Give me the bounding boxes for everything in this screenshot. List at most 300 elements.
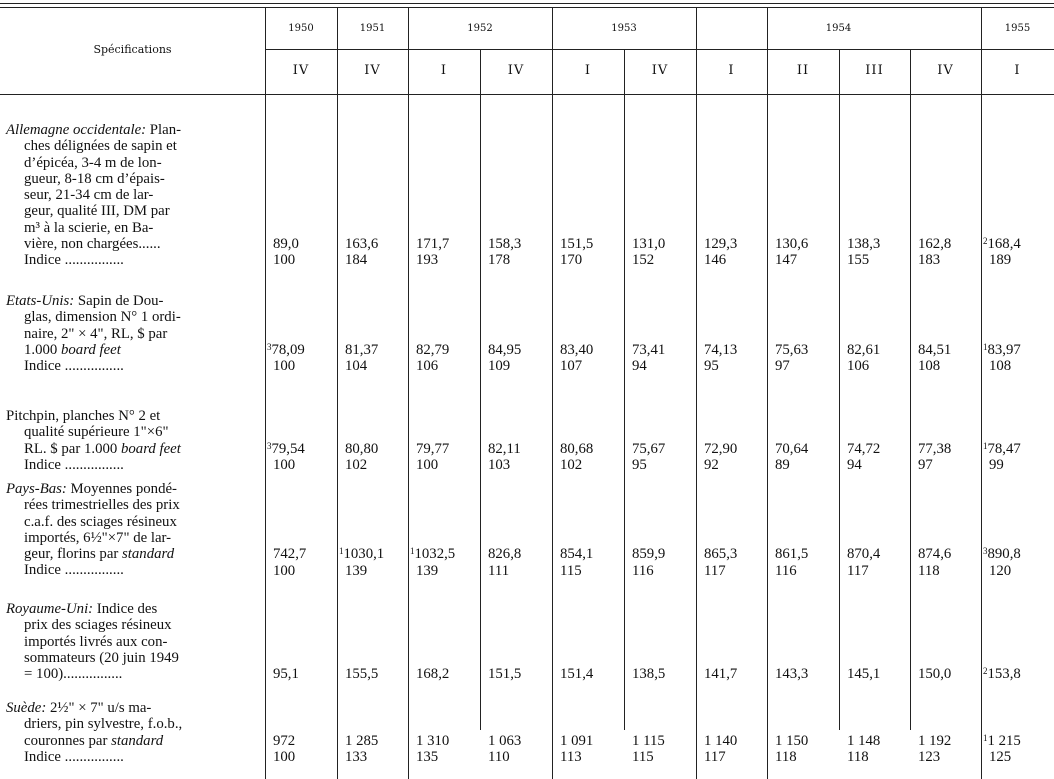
index-cell: 94: [632, 358, 647, 375]
spec-text: Indice ................: [24, 456, 124, 473]
header-bottom-rule: [0, 94, 1054, 95]
price-cell: [488, 236, 521, 252]
index-cell: 94: [847, 456, 862, 473]
index-cell: 108: [989, 358, 1012, 375]
price-cell: [273, 733, 295, 749]
price-value: 141,7: [704, 666, 738, 683]
spec-text: ches délignées de sapin et: [24, 138, 177, 155]
spec-italic: Pays-Bas:: [6, 481, 67, 497]
index-cell: 92: [704, 456, 719, 473]
spec-line: [6, 601, 248, 617]
price-cell: [775, 733, 808, 749]
spec-text: geur, florins par: [24, 546, 123, 563]
spec-italic: standard: [122, 546, 175, 563]
spec-text: RL. $ par 1.000: [24, 440, 121, 457]
spec-text: 1.000: [24, 341, 61, 358]
year-header: 1955: [1004, 23, 1031, 34]
row-specification: [6, 408, 248, 473]
price-value: 151,5: [488, 666, 522, 683]
price-cell: [983, 342, 1021, 358]
footnote-mark: 2: [983, 236, 988, 247]
price-value: 138,3: [847, 236, 881, 253]
index-cell: 178: [488, 252, 511, 269]
spec-italic: board feet: [121, 440, 181, 457]
index-cell: 133: [345, 748, 368, 765]
quarter-header: I: [440, 63, 448, 78]
footnote-mark: 1: [339, 546, 344, 557]
price-value: 1 150: [775, 732, 809, 749]
index-cell: 109: [488, 358, 511, 375]
index-cell: 97: [918, 456, 933, 473]
column-divider: [910, 49, 911, 730]
spec-line: [6, 220, 248, 236]
price-cell: [847, 546, 880, 562]
row-specification: [6, 601, 248, 682]
price-cell: [704, 342, 737, 358]
price-value: 83,40: [560, 341, 594, 358]
price-value: 1032,5: [414, 546, 456, 563]
price-value: 78,09: [271, 341, 305, 358]
price-cell: [632, 441, 665, 457]
footnote-mark: 2: [983, 666, 988, 677]
index-cell: 170: [560, 252, 583, 269]
price-value: 874,6: [918, 546, 952, 563]
price-value: 79,54: [271, 440, 305, 457]
price-cell: [632, 546, 665, 562]
quarter-header: I: [1014, 63, 1021, 78]
price-value: 73,41: [632, 341, 666, 358]
price-value: 72,90: [704, 440, 738, 457]
price-value: 151,4: [560, 666, 594, 683]
index-cell: 111: [488, 562, 510, 579]
price-cell: [345, 666, 378, 682]
price-value: 155,5: [345, 666, 379, 683]
price-cell: [560, 733, 593, 749]
footnote-mark: 1: [983, 732, 988, 743]
spec-line: [6, 236, 248, 252]
index-cell: 107: [560, 358, 583, 375]
spec-line: [6, 441, 248, 457]
spec-italic: board feet: [61, 341, 121, 358]
index-cell: 100: [416, 456, 439, 473]
top-rule-2: [0, 7, 1054, 8]
index-cell: 117: [704, 748, 726, 765]
price-value: 972: [273, 732, 296, 749]
index-cell: 100: [273, 358, 296, 375]
price-cell: [267, 441, 305, 457]
index-cell: 113: [560, 748, 582, 765]
footnote-mark: 1: [410, 546, 415, 557]
spec-line: [6, 187, 248, 203]
quarter-header: I: [728, 63, 735, 78]
spec-text: couronnes par: [24, 732, 112, 749]
spec-text: seur, 21-34 cm de lar-: [24, 187, 154, 204]
price-value: 95,1: [273, 666, 299, 683]
price-value: 77,38: [918, 440, 952, 457]
index-cell: 99: [989, 456, 1004, 473]
spec-text: rées trimestrielles des prix: [24, 497, 180, 514]
column-divider: [696, 7, 697, 779]
quarter-header: IV: [292, 63, 310, 78]
spec-text: Plan-: [146, 122, 182, 138]
spec-text: Indice ................: [24, 562, 124, 579]
row-specification: [6, 122, 248, 269]
year-header: 1953: [611, 23, 637, 34]
spec-text: c.a.f. des sciages résineux: [24, 513, 177, 530]
spec-text: importés, 6½"×7" de lar-: [24, 529, 172, 546]
price-cell: [273, 236, 299, 252]
index-cell: 104: [345, 358, 368, 375]
price-cell: [488, 546, 521, 562]
spec-line: [6, 122, 248, 138]
quarter-header: II: [796, 63, 810, 78]
spec-text: geur, qualité III, DM par: [24, 203, 170, 220]
price-value: 83,97: [987, 341, 1021, 358]
spec-line: [6, 733, 248, 749]
spec-text: driers, pin sylvestre, f.o.b.,: [24, 716, 183, 733]
spec-text: m³ à la scierie, en Ba-: [24, 219, 154, 236]
price-cell: [416, 236, 449, 252]
top-rule: [0, 3, 1054, 4]
price-value: 82,11: [488, 440, 521, 457]
price-cell: [847, 441, 880, 457]
index-cell: 103: [488, 456, 511, 473]
price-cell: [847, 733, 880, 749]
index-cell: 115: [632, 748, 654, 765]
price-value: 75,67: [632, 440, 666, 457]
price-cell: [416, 666, 449, 682]
price-cell: [704, 236, 737, 252]
price-value: 89,0: [273, 236, 299, 253]
column-divider: [552, 7, 553, 779]
price-value: 138,5: [632, 666, 666, 683]
index-cell: 120: [989, 562, 1012, 579]
price-value: 171,7: [416, 236, 450, 253]
spec-line: [6, 358, 248, 374]
price-cell: [416, 733, 449, 749]
index-cell: 95: [632, 456, 647, 473]
quarter-header: IV: [651, 63, 669, 78]
price-value: 854,1: [560, 546, 594, 563]
row-specification: [6, 481, 248, 579]
price-value: 130,6: [775, 236, 809, 253]
quarter-header: I: [584, 63, 592, 78]
spec-text: Indice ................: [24, 252, 124, 269]
index-cell: 135: [416, 748, 439, 765]
footnote-mark: 1: [983, 341, 988, 352]
price-cell: [983, 236, 1021, 252]
spec-italic: Etats-Unis:: [6, 293, 75, 309]
price-value: 78,47: [987, 440, 1021, 457]
price-value: 1 285: [345, 732, 379, 749]
price-value: 1 140: [704, 732, 738, 749]
price-cell: [267, 342, 305, 358]
price-cell: [775, 342, 808, 358]
index-cell: 100: [273, 562, 296, 579]
spec-line: [6, 749, 248, 765]
price-cell: [416, 342, 449, 358]
index-cell: 155: [847, 252, 870, 269]
column-divider: [767, 7, 768, 779]
price-value: 70,64: [775, 440, 809, 457]
spec-text: importés livrés aux con-: [24, 633, 168, 650]
price-cell: [918, 441, 951, 457]
price-cell: [632, 733, 665, 749]
price-value: 1 148: [847, 732, 881, 749]
index-cell: 89: [775, 456, 790, 473]
spec-text: Indice des: [93, 601, 158, 617]
spec-line: [6, 497, 248, 513]
spec-italic: standard: [111, 732, 164, 749]
spec-line: [6, 203, 248, 219]
column-divider: [408, 7, 409, 779]
price-cell: [560, 441, 593, 457]
price-cell: [983, 441, 1021, 457]
price-value: 131,0: [632, 236, 666, 253]
price-cell: [775, 441, 808, 457]
price-value: 168,2: [416, 666, 450, 683]
index-cell: 183: [918, 252, 941, 269]
price-cell: [560, 666, 593, 682]
index-cell: 102: [345, 456, 368, 473]
price-value: 162,8: [918, 236, 952, 253]
price-value: 150,0: [918, 666, 952, 683]
price-cell: [410, 546, 455, 562]
spec-italic: Allemagne occidentale:: [6, 122, 147, 138]
price-cell: [273, 666, 299, 682]
price-cell: [560, 236, 593, 252]
index-cell: 106: [847, 358, 870, 375]
spec-line: [6, 481, 248, 497]
spec-text: vière, non chargées......: [24, 236, 161, 253]
spec-text: prix des sciages résineux: [24, 617, 172, 634]
footnote-mark: 3: [267, 440, 272, 451]
spec-header: Spécifications: [93, 43, 172, 56]
price-cell: [345, 733, 378, 749]
spec-line: [6, 155, 248, 171]
price-value: 742,7: [273, 546, 307, 563]
year-header: 1950: [288, 23, 314, 34]
price-cell: [704, 441, 737, 457]
spec-line: [6, 634, 248, 650]
quarter-header: IV: [507, 63, 525, 78]
index-cell: 117: [704, 562, 726, 579]
price-value: 81,37: [345, 341, 379, 358]
index-cell: 116: [775, 562, 797, 579]
price-cell: [847, 666, 880, 682]
price-value: 870,4: [847, 546, 881, 563]
index-cell: 139: [416, 562, 439, 579]
price-value: 129,3: [704, 236, 738, 253]
price-value: 153,8: [987, 666, 1021, 683]
spec-text: glas, dimension N° 1 ordi-: [24, 309, 181, 326]
index-cell: 193: [416, 252, 439, 269]
price-cell: [704, 666, 737, 682]
spec-line: [6, 530, 248, 546]
price-cell: [339, 546, 384, 562]
index-cell: 110: [488, 748, 510, 765]
price-cell: [918, 342, 951, 358]
price-value: 82,61: [847, 341, 881, 358]
price-cell: [632, 342, 665, 358]
index-cell: 97: [775, 358, 790, 375]
price-value: 84,51: [918, 341, 952, 358]
price-value: 75,63: [775, 341, 809, 358]
index-cell: 152: [632, 252, 655, 269]
footnote-mark: 3: [267, 341, 272, 352]
spec-line: [6, 408, 248, 424]
price-value: 79,77: [416, 440, 450, 457]
footnote-mark: 1: [983, 440, 988, 451]
price-cell: [983, 733, 1021, 749]
spec-line: [6, 252, 248, 268]
index-cell: 189: [989, 252, 1012, 269]
spec-text: gueur, 8-18 cm d’épais-: [24, 170, 165, 187]
price-value: 1 115: [632, 732, 665, 749]
spec-line: [6, 326, 248, 342]
price-cell: [847, 236, 880, 252]
index-cell: 125: [989, 748, 1012, 765]
spec-text: Sapin de Dou-: [74, 293, 164, 309]
year-header: 1951: [359, 23, 386, 34]
index-cell: 139: [345, 562, 368, 579]
price-cell: [560, 342, 593, 358]
price-value: 1 063: [488, 732, 522, 749]
price-cell: [345, 236, 378, 252]
price-value: 74,72: [847, 440, 881, 457]
price-cell: [847, 342, 880, 358]
row-specification: [6, 293, 248, 374]
spec-text: qualité supérieure 1"×6": [24, 424, 169, 441]
price-value: 1 192: [918, 732, 952, 749]
price-value: 859,9: [632, 546, 666, 563]
price-value: 145,1: [847, 666, 881, 683]
column-divider: [624, 49, 625, 730]
price-value: 890,8: [987, 546, 1021, 563]
price-value: 1 091: [560, 732, 594, 749]
spec-line: [6, 700, 248, 716]
index-cell: 118: [775, 748, 797, 765]
spec-line: [6, 514, 248, 530]
spec-line: [6, 617, 248, 633]
index-cell: 95: [704, 358, 719, 375]
price-cell: [983, 546, 1021, 562]
index-cell: 118: [918, 562, 940, 579]
price-cell: [704, 733, 737, 749]
spec-line: [6, 666, 248, 682]
price-value: 861,5: [775, 546, 809, 563]
price-cell: [488, 666, 521, 682]
price-value: 168,4: [987, 236, 1021, 253]
spec-italic: Suède:: [6, 700, 47, 716]
price-cell: [704, 546, 737, 562]
index-cell: 116: [632, 562, 654, 579]
year-header: 1952: [467, 23, 493, 34]
index-cell: 117: [847, 562, 869, 579]
price-cell: [488, 441, 521, 457]
index-cell: 146: [704, 252, 727, 269]
spec-text: Pitchpin, planches N° 2 et: [6, 408, 161, 424]
spec-line: [6, 342, 248, 358]
spec-text: naire, 2" × 4", RL, $ par: [24, 325, 168, 342]
quarter-header: III: [865, 63, 884, 78]
column-divider: [839, 49, 840, 730]
price-cell: [918, 546, 951, 562]
price-cell: [345, 342, 378, 358]
year-header: 1954: [825, 23, 852, 34]
spec-line: [6, 650, 248, 666]
quarter-header: IV: [937, 63, 954, 78]
price-cell: [983, 666, 1021, 682]
index-cell: 118: [847, 748, 869, 765]
column-divider: [265, 7, 266, 779]
spec-line: [6, 138, 248, 154]
index-cell: 102: [560, 456, 583, 473]
spec-line: [6, 457, 248, 473]
spec-text: Indice ................: [24, 748, 124, 765]
price-cell: [918, 666, 951, 682]
price-value: 865,3: [704, 546, 738, 563]
column-divider: [480, 49, 481, 730]
price-cell: [632, 236, 665, 252]
index-cell: 100: [273, 748, 296, 765]
price-value: 82,79: [416, 341, 450, 358]
price-cell: [775, 666, 808, 682]
price-value: 74,13: [704, 341, 738, 358]
index-cell: 100: [273, 456, 296, 473]
price-cell: [345, 441, 378, 457]
spec-text: Indice ................: [24, 358, 124, 375]
price-cell: [488, 733, 521, 749]
price-value: 1 310: [416, 732, 450, 749]
index-cell: 115: [560, 562, 582, 579]
spec-text: = 100)................: [24, 666, 123, 683]
index-cell: 108: [918, 358, 941, 375]
price-value: 80,68: [560, 440, 594, 457]
spec-line: [6, 424, 248, 440]
quarter-header: IV: [364, 63, 381, 78]
spec-text: sommateurs (20 juin 1949: [24, 649, 179, 666]
price-value: 1 215: [987, 732, 1021, 749]
spec-italic: Royaume-Uni:: [6, 601, 94, 617]
price-value: 826,8: [488, 546, 522, 563]
price-cell: [918, 733, 951, 749]
price-cell: [488, 342, 521, 358]
price-value: 84,95: [488, 341, 522, 358]
price-cell: [775, 546, 808, 562]
year-quarter-rule: [265, 49, 1054, 50]
spec-line: [6, 562, 248, 578]
row-specification: [6, 700, 248, 765]
price-cell: [632, 666, 665, 682]
spec-line: [6, 309, 248, 325]
price-value: 143,3: [775, 666, 809, 683]
spec-text: Moyennes pondé-: [66, 481, 177, 497]
column-divider: [337, 7, 338, 779]
price-cell: [416, 441, 449, 457]
index-cell: 123: [918, 748, 941, 765]
index-cell: 100: [273, 252, 296, 269]
price-cell: [560, 546, 593, 562]
price-value: 158,3: [488, 236, 522, 253]
price-value: 151,5: [560, 236, 594, 253]
index-cell: 106: [416, 358, 439, 375]
spec-line: [6, 716, 248, 732]
spec-line: [6, 293, 248, 309]
index-cell: 147: [775, 252, 798, 269]
spec-text: 2½" × 7" u/s ma-: [46, 700, 152, 716]
spec-line: [6, 171, 248, 187]
